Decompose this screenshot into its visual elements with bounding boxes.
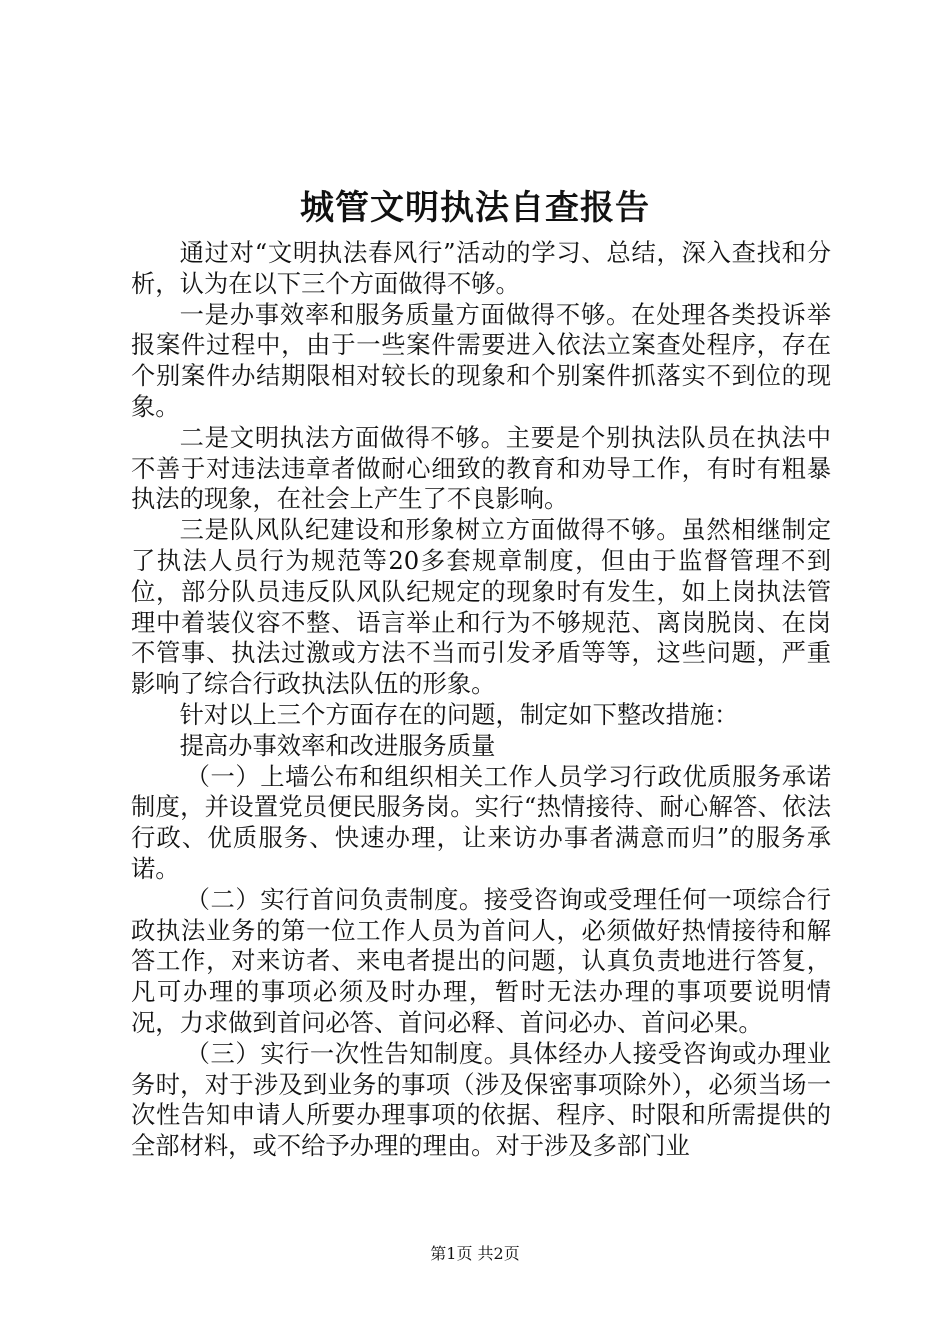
paragraph-measure-one: （一）上墙公布和组织相关工作人员学习行政优质服务承诺制度，并设置党员便民服务岗。实行“热情接待、耐心解答、依法行政、优质服务、快速办理，让来访办事者满意而归”的服务承诺。 bbox=[131, 761, 831, 883]
page-title: 城管文明执法自查报告 bbox=[300, 188, 650, 228]
paragraph-issue-three: 三是队风队纪建设和形象树立方面做得不够。虽然相继制定了执法人员行为规范等20多套规章制度，但由于监督管理不到位，部分队员违反队风队纪规定的现象时有发生，如上岗执法管理中着装仪容不整、语言举止和行为不够规范、离岗脱岗、在岗不管事、执法过激或方法不当而引发矛盾等等，这些问题，严重影响了综合行政执法队伍的形象。 bbox=[131, 515, 831, 699]
paragraph-issue-one: 一是办事效率和服务质量方面做得不够。在处理各类投诉举报案件过程中，由于一些案件需要进入依法立案查处程序，存在个别案件办结期限相对较长的现象和个别案件抓落实不到位的现象。 bbox=[131, 299, 831, 421]
section-heading: 提高办事效率和改进服务质量 bbox=[179, 730, 496, 760]
paragraph-intro: 通过对“文明执法春风行”活动的学习、总结，深入查找和分析，认为在以下三个方面做得不够。 bbox=[131, 238, 831, 298]
paragraph-measure-three: （三）实行一次性告知制度。具体经办人接受咨询或办理业务时，对于涉及到业务的事项（涉及保密事项除外），必须当场一次性告知申请人所要办理事项的依据、程序、时限和所需提供的全部材料，或不给予办理的理由。对于涉及多部门业 bbox=[131, 1038, 831, 1161]
paragraph-issue-two: 二是文明执法方面做得不够。主要是个别执法队员在执法中不善于对违法违章者做耐心细致的教育和劝导工作，有时有粗暴执法的现象，在社会上产生了不良影响。 bbox=[131, 422, 831, 514]
page-footer: 第1页 共2页 bbox=[430, 1244, 520, 1263]
paragraph-measures-intro: 针对以上三个方面存在的问题，制定如下整改措施： bbox=[179, 699, 739, 729]
paragraph-measure-two: （二）实行首问负责制度。接受咨询或受理任何一项综合行政执法业务的第一位工作人员为首问人，必须做好热情接待和解答工作，对来访者、来电者提出的问题，认真负责地进行答复，凡可办理的事项必须及时办理，暂时无法办理的事项要说明情况，力求做到首问必答、首问必释、首问必办、首问必果。 bbox=[131, 884, 831, 1037]
document-body bbox=[131, 238, 831, 1162]
